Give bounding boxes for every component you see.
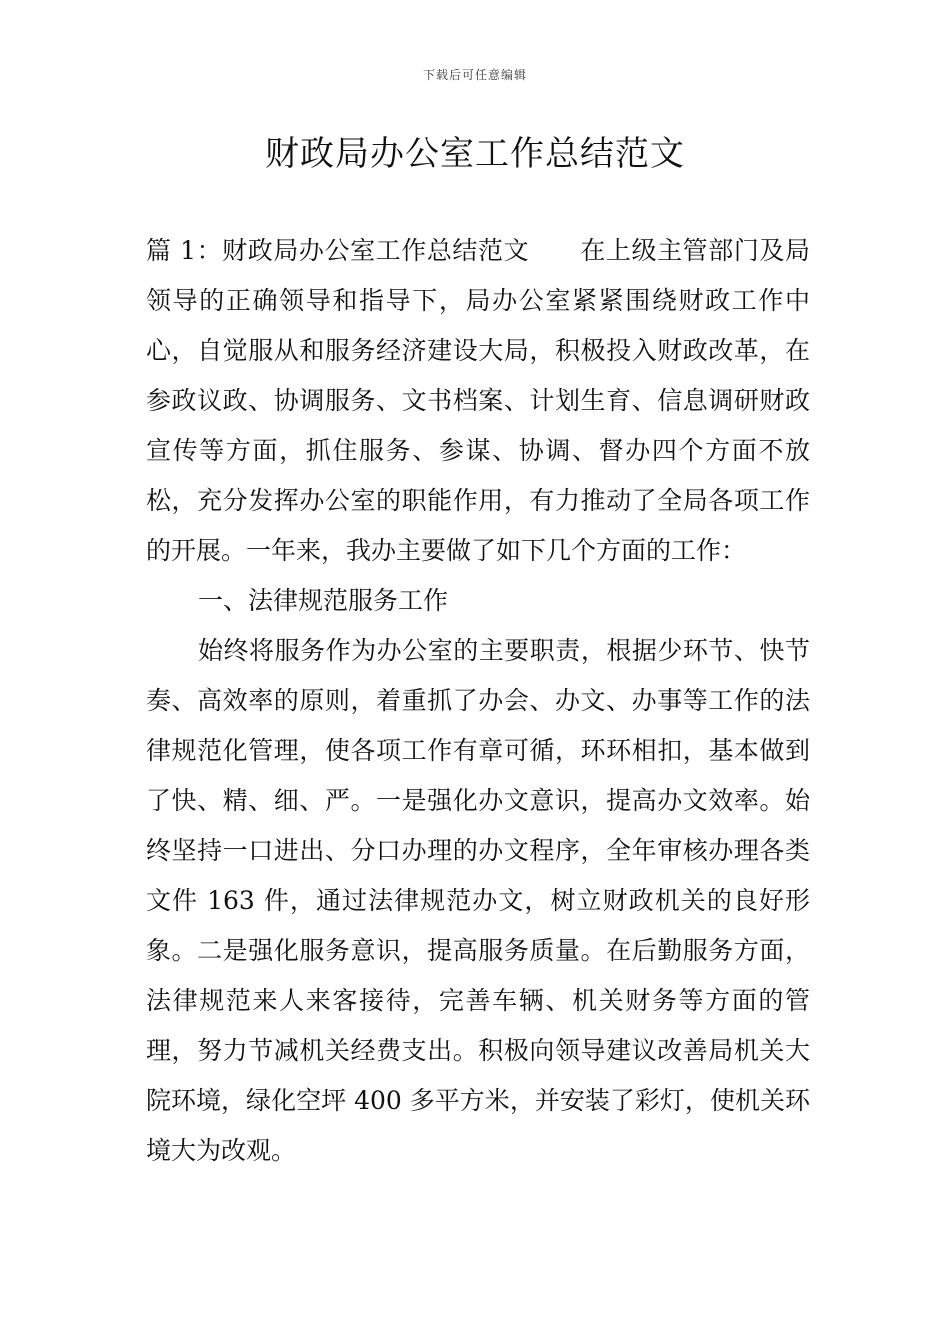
document-body [146, 226, 810, 1176]
section-heading: 一、法律规范服务工作 [198, 586, 449, 615]
body-paragraph: 始终将服务作为办公室的主要职责，根据少环节、快节奏、高效率的原则，着重抓了办会、办文、办事等工作的法律规范化管理，使各项工作有章可循，环环相扣，基本做到了快、精、细、严。一是强化办文意识，提高办文效率。始终坚持一口进出、分口办理的办文程序，全年审核办理各类文件 163 件，通过法律规范办文，树立财政机关的良好形象。二是强化服务意识，提高服务质量。在后勤服务方面，法律规范来人来客接待，完善车辆、机关财务等方面的管理，努力节减机关经费支出。积极向领导建议改善局机关大院环境，绿化空坪 400 多平方米，并安装了彩灯，使机关环境大为改观。 [146, 636, 810, 1165]
header-note: 下载后可任意编辑 [422, 68, 527, 82]
intro-paragraph: 篇 1：财政局办公室工作总结范文 在上级主管部门及局领导的正确领导和指导下，局办公室紧紧围绕财政工作中心，自觉服从和服务经济建设大局，积极投入财政改革，在参政议政、协调服务、文书档案、计划生育、信息调研财政宣传等方面，抓住服务、参谋、协调、督办四个方面不放松，充分发挥办公室的职能作用，有力推动了全局各项工作的开展。一年来，我办主要做了如下几个方面的工作： [146, 236, 810, 565]
document-title: 财政局办公室工作总结范文 [265, 134, 685, 174]
